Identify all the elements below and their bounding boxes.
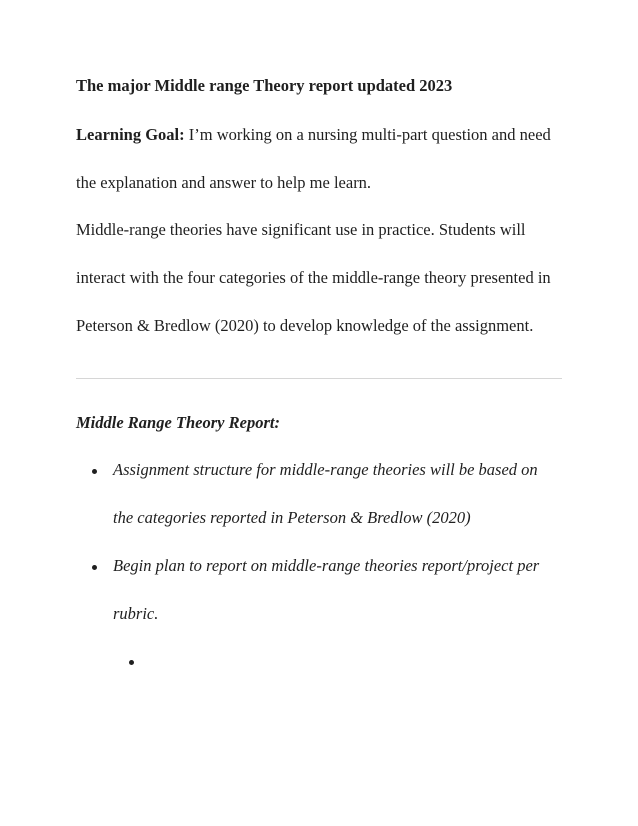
section-heading: Middle Range Theory Report: [76, 413, 280, 432]
horizontal-divider [76, 378, 562, 379]
paragraph-line-3: Peterson & Bredlow (2020) to develop knowledge of the assignment. [76, 316, 534, 335]
list-item-2-line-1: Begin plan to report on middle-range theories report/project per [113, 556, 540, 575]
document-title: The major Middle range Theory report updated 2023 [76, 76, 453, 95]
learning-goal-line-2: the explanation and answer to help me learn. [76, 173, 372, 192]
learning-goal-text: I’m working on a nursing multi-part question and need [184, 125, 551, 144]
nested-bullet-icon [129, 660, 134, 665]
paragraph-line-1: Middle-range theories have significant use in practice. Students will [76, 220, 526, 239]
list-item-2-line-2: rubric. [113, 604, 159, 623]
list-item-1-line-1: Assignment structure for middle-range theories will be based on [113, 460, 538, 479]
bullet-icon [92, 565, 97, 570]
list-item-1-line-2: the categories reported in Peterson & Bredlow (2020) [113, 508, 471, 527]
learning-goal-label: Learning Goal: [76, 125, 185, 144]
learning-goal-line-1 [76, 125, 551, 145]
bullet-icon [92, 469, 97, 474]
paragraph-line-2: interact with the four categories of the middle-range theory presented in [76, 268, 551, 287]
